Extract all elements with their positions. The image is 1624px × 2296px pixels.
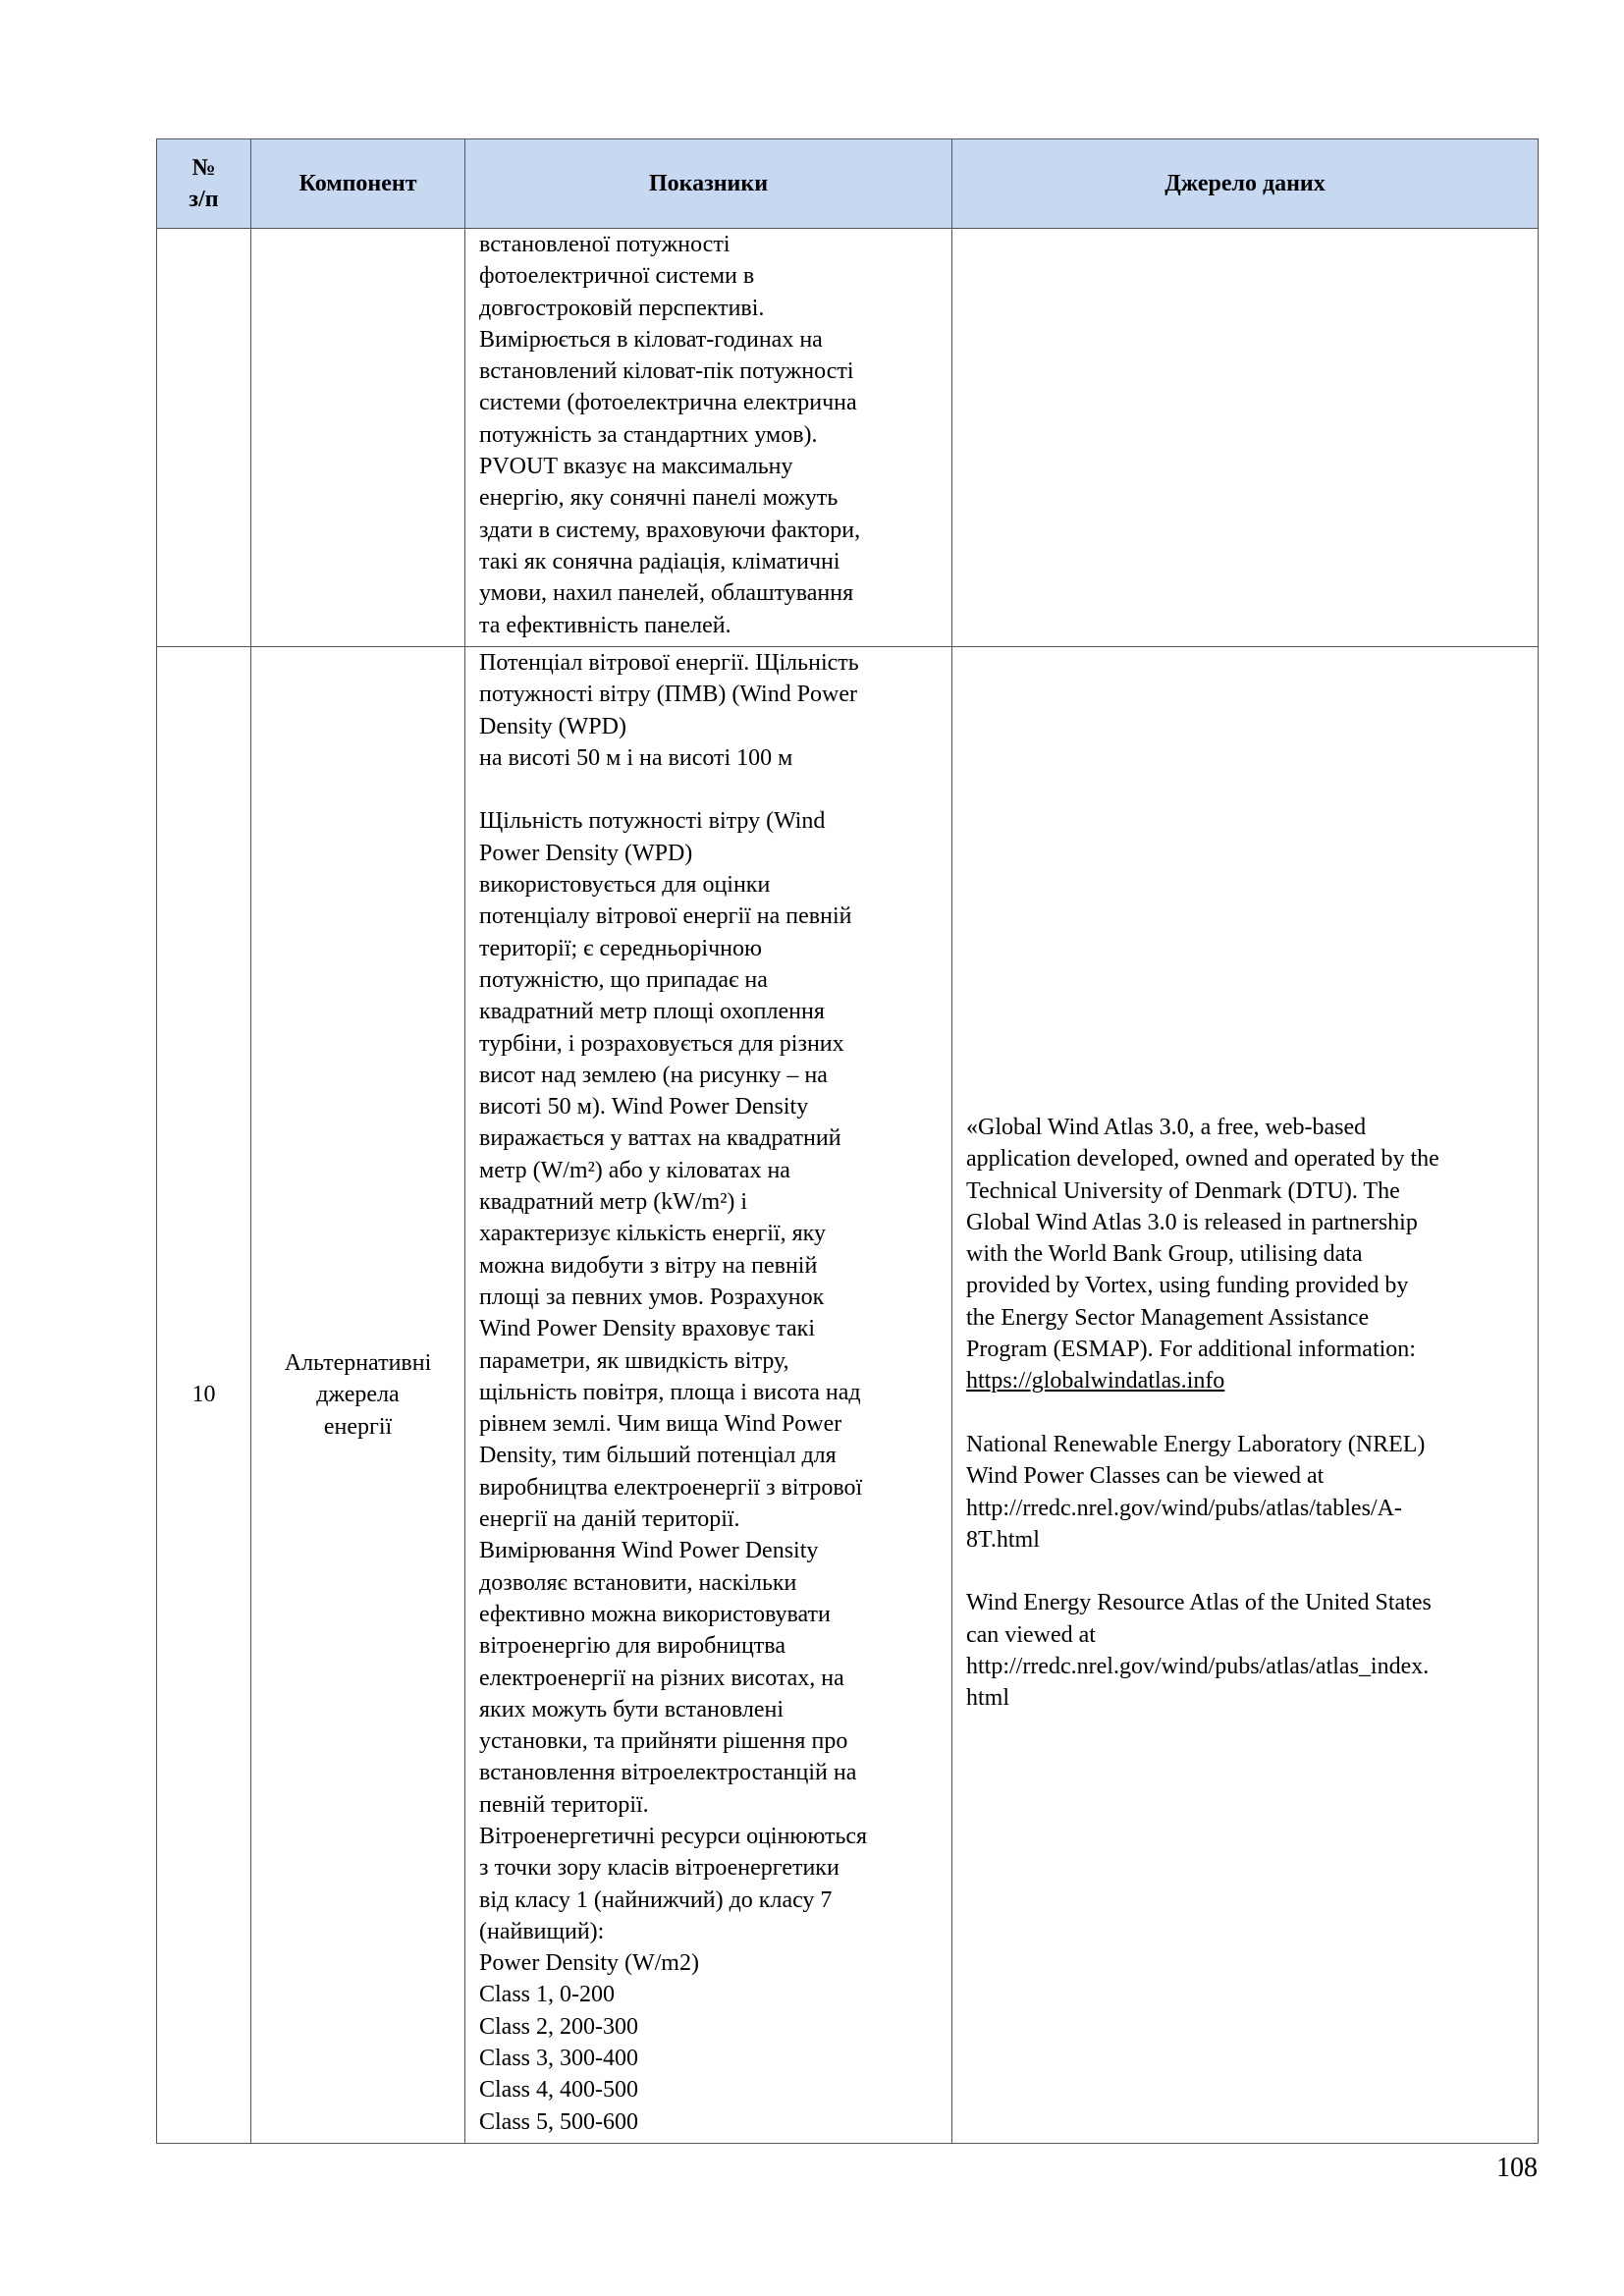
source-wind-energy-atlas: Wind Energy Resource Atlas of the United States can viewed at http://rredc.nrel.gov/wind/pubs/atlas/atlas_index. html	[966, 1590, 1432, 1712]
row-continued-indicators	[465, 229, 952, 647]
globalwindatlas-link[interactable]: https://globalwindatlas.info	[966, 1368, 1225, 1394]
source-references	[966, 1112, 1526, 1715]
header-number	[157, 139, 251, 229]
table-row	[157, 229, 1539, 647]
indicators-table	[156, 138, 1539, 2144]
header-number-label: № з/п	[189, 154, 219, 212]
row-continued-source	[952, 229, 1539, 647]
row-continued-number	[157, 229, 251, 647]
header-component-label: Компонент	[298, 170, 417, 196]
table-header-row	[157, 139, 1539, 229]
row-continued-component	[251, 229, 465, 647]
source-global-wind-atlas-text: «Global Wind Atlas 3.0, a free, web-based application developed, owned and operated by the Technical University of Denmark (DTU). The Global Wind Atlas 3.0 is released in partnership with the World Bank Group, utilising data provided by Vortex, using funding provided by the Energy Sector Management Assistance Program (ESMAP). For additional information:	[966, 1115, 1439, 1363]
row-10-indicators-text: Потенціал вітрової енергії. Щільність потужності вітру (ПМВ) (Wind Power Density (WPD) на висоті 50 м і на висоті 100 м Щільність потужності вітру (Wind Power Density (WPD) використовується для оцінки потенціалу вітрової енергії на певній території; є середньорічною потужністю, що припадає на квадратний метр площі охоплення турбіни, і розраховується для різних висот над землею (на рисунку – на висоті 50 м). Wind Power Density виражається у ваттах на квадратний метр (W/m²) або у кіловатах на квадратний метр (kW/m²) і характеризує кількість енергії, яку можна видобути з вітру на певній площі за певних умов. Розрахунок Wind Power Density враховує такі параметри, як швидкість вітру, щільність повітря, площа і висота над рівнем землі. Чим вища Wind Power Density, тим більший потенціал для виробництва електроенергії з вітрової енергії на даній території. Вимірювання Wind Power Density дозволяє встановити, наскільки ефективно можна використовувати вітроенергію для виробництва електроенергії на різних висотах, на яких можуть бути встановлені установки, та прийняти рішення про встановлення вітроелектростанцій на певній території. Вітроенергетичні ресурси оцінюються з точки зору класів вітроенергетики від класу 1 (найнижчий) до класу 7 (найвищий): Power Density (W/m2) Class 1, 0-200 Class 2, 200-300 Class 3, 300-400 Class 4, 400-500 Class 5, 500-600	[479, 650, 868, 2135]
source-nrel: National Renewable Energy Laboratory (NREL) Wind Power Classes can be viewed at http://rredc.nrel.gov/wind/pubs/atlas/tables/A- 8T.html	[966, 1431, 1426, 1553]
row-10-component-text: Альтернативні джерела енергії	[284, 1350, 432, 1440]
row-10-number-text: 10	[191, 1382, 216, 1408]
header-source	[952, 139, 1539, 229]
row-10-component	[251, 647, 465, 2144]
row-continued-indicators-text: встановленої потужності фотоелектричної системи в довгостроковій перспективі. Вимірюється в кіловат-годинах на встановлений кіловат-пік потужності системи (фотоелектрична електрична потужність за стандартних умов). PVOUT вказує на максимальну енергію, яку сонячні панелі можуть здати в систему, враховуючи фактори, такі як сонячна радіація, кліматичні умови, нахил панелей, облаштування та ефективність панелей.	[479, 232, 861, 638]
header-indicators	[465, 139, 952, 229]
header-source-label: Джерело даних	[1164, 170, 1326, 196]
row-10-source	[952, 647, 1539, 2144]
page-number: 108	[1496, 2153, 1538, 2183]
source-global-wind-atlas	[966, 1112, 1526, 1397]
table-row	[157, 647, 1539, 2144]
header-component	[251, 139, 465, 229]
header-indicators-label: Показники	[648, 170, 769, 196]
row-10-number	[157, 647, 251, 2144]
row-10-indicators	[465, 647, 952, 2144]
